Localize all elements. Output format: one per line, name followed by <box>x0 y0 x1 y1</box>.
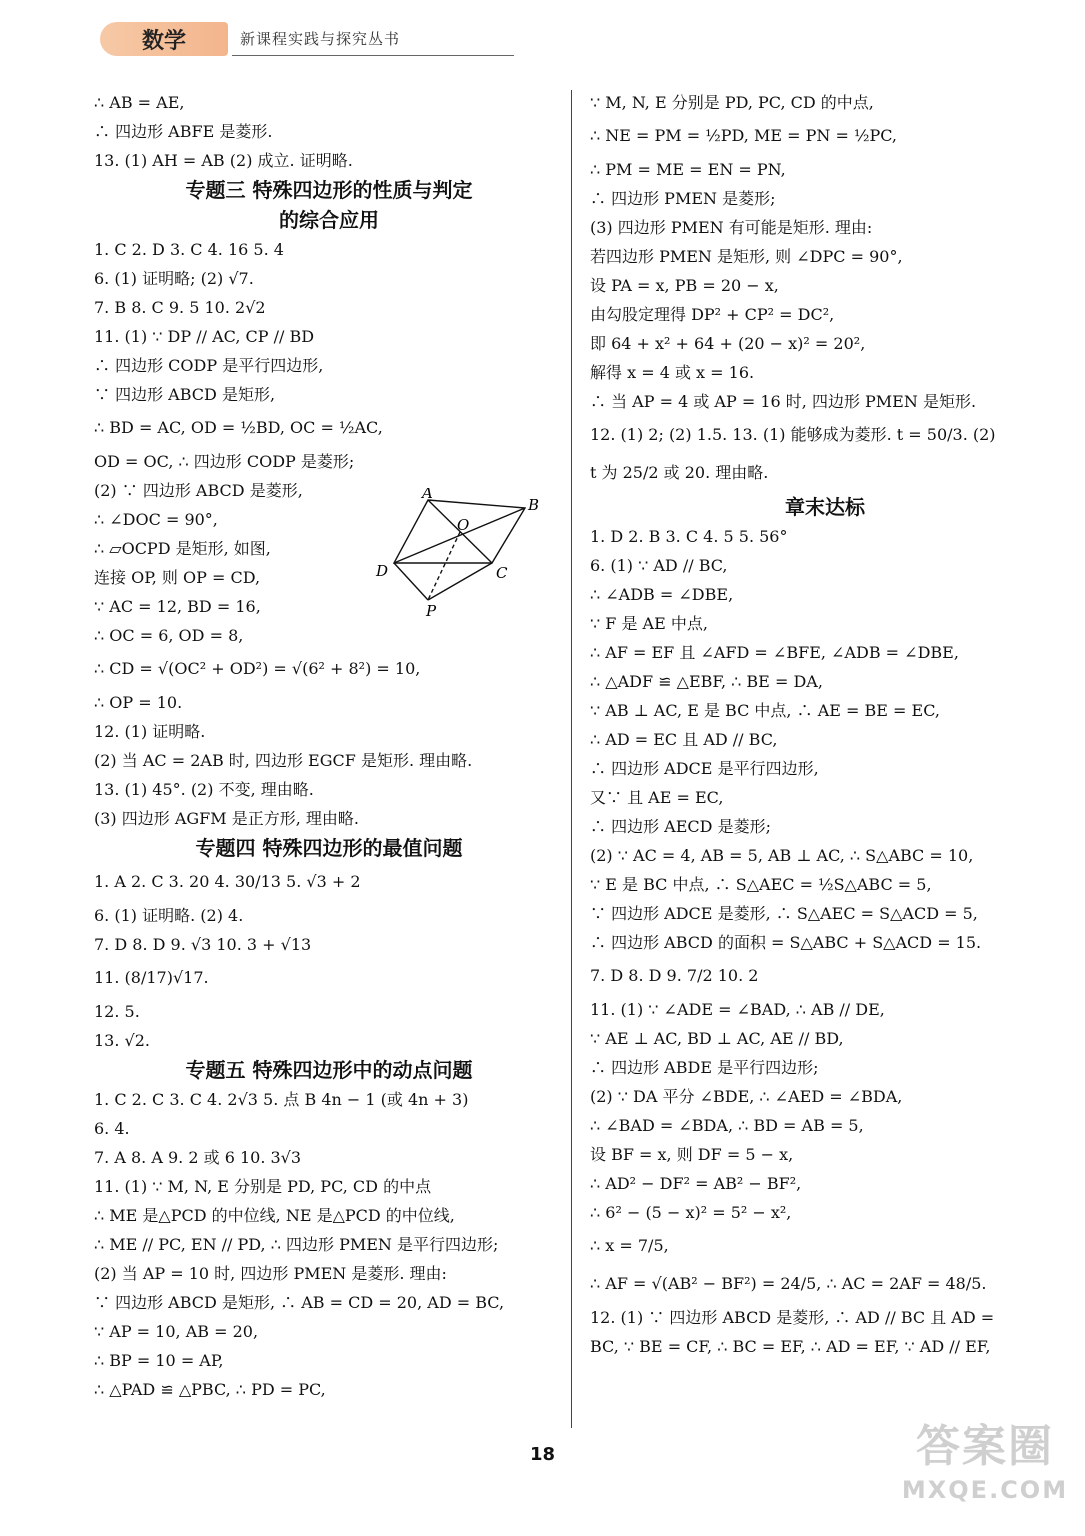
text-line: ∴ BD = AC, OD = ½BD, OC = ½AC, <box>94 418 383 437</box>
subject-tab: 数学 <box>100 22 228 56</box>
text-line: ∴ 四边形 ABFE 是菱形. <box>94 122 273 141</box>
text-line: 1. C 2. C 3. C 4. 2√3 5. 点 B 4n − 1 (或 4n + 3) <box>94 1090 469 1109</box>
text-line: ∴ x = 7/5, <box>590 1236 669 1255</box>
header-rule <box>232 55 514 56</box>
text-line: ∴ 6² − (5 − x)² = 5² − x², <box>590 1203 792 1222</box>
text-line: ∴ ME // PC, EN // PD, ∴ 四边形 PMEN 是平行四边形; <box>94 1235 499 1254</box>
text-line: ∵ 四边形 ADCE 是菱形, ∴ S△AEC = S△ACD = 5, <box>590 904 978 923</box>
figure-segment-dp <box>394 563 428 600</box>
text-line: (2) ∵ 四边形 ABCD 是菱形, <box>94 481 303 500</box>
text-line: ∵ AC = 12, BD = 16, <box>94 597 261 616</box>
text-line: ∵ E 是 BC 中点, ∴ S△AEC = ½S△ABC = 5, <box>590 875 932 894</box>
text-line: 11. (1) ∵ M, N, E 分别是 PD, PC, CD 的中点 <box>94 1177 432 1196</box>
text-line: ∴ OC = 6, OD = 8, <box>94 626 244 645</box>
text-line: ∴ AD = EC 且 AD // BC, <box>590 730 778 749</box>
text-line: ∴ CD = √(OC² + OD²) = √(6² + 8²) = 10, <box>94 659 421 678</box>
text-line: (2) 当 AP = 10 时, 四边形 PMEN 是菱形. 理由: <box>94 1264 447 1283</box>
text-line: 11. (1) ∵ ∠ADE = ∠BAD, ∴ AB // DE, <box>590 1000 885 1019</box>
text-line: ∴ AB = AE, <box>94 93 185 112</box>
text-line: 6. (1) 证明略; (2) √7. <box>94 269 254 288</box>
text-line: 12. (1) 证明略. <box>94 722 206 741</box>
column-divider <box>571 90 572 1428</box>
text-line: 连接 OP, 则 OP = CD, <box>94 568 261 587</box>
page-number: 18 <box>529 1444 556 1465</box>
right-column <box>590 88 1060 1361</box>
text-line: ∴ ∠BAD = ∠BDA, ∴ BD = AB = 5, <box>590 1116 864 1135</box>
text-line: 设 PA = x, PB = 20 − x, <box>590 276 779 295</box>
text-line: OD = OC, ∴ 四边形 CODP 是菱形; <box>94 452 355 471</box>
figure-label-c: C <box>496 564 508 582</box>
text-line: 6. (1) 证明略. (2) 4. <box>94 906 244 925</box>
section-heading: 专题三 特殊四边形的性质与判定 <box>185 178 473 202</box>
section-heading: 的综合应用 <box>279 208 379 232</box>
figure-label-a: A <box>422 488 433 502</box>
text-line: ∴ ▱OCPD 是矩形, 如图, <box>94 539 271 558</box>
text-line: ∵ 四边形 ABCD 是矩形, <box>94 385 276 404</box>
text-line: ∴ 四边形 ABCD 的面积 = S△ABC + S△ACD = 15. <box>590 933 982 952</box>
text-line: 7. D 8. D 9. √3 10. 3 + √13 <box>94 935 312 954</box>
text-line: ∴ 四边形 ADCE 是平行四边形, <box>590 759 819 778</box>
text-line: ∴ 当 AP = 4 或 AP = 16 时, 四边形 PMEN 是矩形. <box>590 392 977 411</box>
text-line: ∵ M, N, E 分别是 PD, PC, CD 的中点, <box>590 93 874 112</box>
watermark-url: MXQE.COM <box>901 1476 1069 1504</box>
text-line: 12. 5. <box>94 1002 140 1021</box>
figure-label-p: P <box>426 602 437 618</box>
text-line: 6. (1) ∵ AD // BC, <box>590 556 728 575</box>
text-line: ∴ △ADF ≌ △EBF, ∴ BE = DA, <box>590 672 823 691</box>
text-line: 7. B 8. C 9. 5 10. 2√2 <box>94 298 266 317</box>
text-line: 解得 x = 4 或 x = 16. <box>590 363 755 382</box>
text-line: ∴ AF = √(AB² − BF²) = 24/5, ∴ AC = 2AF = 48/5. <box>590 1274 987 1293</box>
rhombus-figure <box>370 488 550 618</box>
figure-segment-cp <box>428 563 492 600</box>
section-heading: 章末达标 <box>785 495 865 519</box>
text-line: ∴ 四边形 AECD 是菱形; <box>590 817 771 836</box>
text-line: 11. (8/17)√17. <box>94 968 209 987</box>
text-line: ∴ 四边形 PMEN 是菱形; <box>590 189 776 208</box>
text-line: 7. D 8. D 9. 7/2 10. 2 <box>590 966 759 985</box>
text-line: (2) ∵ DA 平分 ∠BDE, ∴ ∠AED = ∠BDA, <box>590 1087 903 1106</box>
text-line: 6. 4. <box>94 1119 130 1138</box>
text-line: ∴ 四边形 CODP 是平行四边形, <box>94 356 324 375</box>
watermark-logo <box>900 1420 1070 1520</box>
text-line: ∵ 四边形 ABCD 是矩形, ∴ AB = CD = 20, AD = BC, <box>94 1293 505 1312</box>
text-line: ∵ AP = 10, AB = 20, <box>94 1322 259 1341</box>
text-line: 即 64 + x² + 64 + (20 − x)² = 20², <box>590 334 866 353</box>
text-line: 设 BF = x, 则 DF = 5 − x, <box>590 1145 794 1164</box>
text-line: ∴ AF = EF 且 ∠AFD = ∠BFE, ∠ADB = ∠DBE, <box>590 643 959 662</box>
figure-label-b: B <box>528 496 540 514</box>
text-line: ∴ △PAD ≌ △PBC, ∴ PD = PC, <box>94 1380 326 1399</box>
text-line: 13. (1) AH = AB (2) 成立. 证明略. <box>94 151 353 170</box>
text-line: (2) 当 AC = 2AB 时, 四边形 EGCF 是矩形. 理由略. <box>94 751 473 770</box>
text-line: ∴ OP = 10. <box>94 693 183 712</box>
text-line: (3) 四边形 PMEN 有可能是矩形. 理由: <box>590 218 873 237</box>
text-line: 又∵ 且 AE = EC, <box>590 788 724 807</box>
text-line: ∴ ME 是△PCD 的中位线, NE 是△PCD 的中位线, <box>94 1206 455 1225</box>
figure-label-d: D <box>376 562 389 580</box>
text-line: 12. (1) 2; (2) 1.5. 13. (1) 能够成为菱形. t = 50/3. (2) <box>590 425 996 444</box>
text-line: 12. (1) ∵ 四边形 ABCD 是菱形, ∴ AD // BC 且 AD = <box>590 1308 995 1327</box>
text-line: 11. (1) ∵ DP // AC, CP // BD <box>94 327 315 346</box>
text-line: t 为 25/2 或 20. 理由略. <box>590 463 769 482</box>
text-line: 7. A 8. A 9. 2 或 6 10. 3√3 <box>94 1148 302 1167</box>
text-line: ∴ PM = ME = EN = PN, <box>590 160 786 179</box>
text-line: ∴ ∠ADB = ∠DBE, <box>590 585 734 604</box>
text-line: 由勾股定理得 DP² + CP² = DC², <box>590 305 835 324</box>
text-line: 若四边形 PMEN 是矩形, 则 ∠DPC = 90°, <box>590 247 903 266</box>
text-line: 13. (1) 45°. (2) 不变, 理由略. <box>94 780 314 799</box>
figure-label-o: O <box>457 516 470 534</box>
text-line: ∴ NE = PM = ½PD, ME = PN = ½PC, <box>590 126 897 145</box>
text-line: 1. C 2. D 3. C 4. 16 5. 4 <box>94 240 284 259</box>
text-line: 1. D 2. B 3. C 4. 5 5. 56° <box>590 527 788 546</box>
text-line: ∴ 四边形 ABDE 是平行四边形; <box>590 1058 819 1077</box>
text-line: 13. √2. <box>94 1031 150 1050</box>
text-line: 1. A 2. C 3. 20 4. 30/13 5. √3 + 2 <box>94 872 361 891</box>
text-line: ∵ AE ⊥ AC, BD ⊥ AC, AE // BD, <box>590 1029 844 1048</box>
text-line: (2) ∵ AC = 4, AB = 5, AB ⊥ AC, ∴ S△ABC = 10, <box>590 846 974 865</box>
text-line: ∵ AB ⊥ AC, E 是 BC 中点, ∴ AE = BE = EC, <box>590 701 940 720</box>
text-line: ∵ F 是 AE 中点, <box>590 614 708 633</box>
text-line: ∴ ∠DOC = 90°, <box>94 510 218 529</box>
series-title: 新课程实践与探究丛书 <box>240 30 401 48</box>
section-heading: 专题四 特殊四边形的最值问题 <box>195 836 463 860</box>
watermark-text: 答案圈 <box>916 1421 1054 1472</box>
text-line: BC, ∵ BE = CF, ∴ BC = EF, ∴ AD = EF, ∵ AD // EF, <box>590 1337 991 1356</box>
text-line: (3) 四边形 AGFM 是正方形, 理由略. <box>94 809 360 828</box>
left-column <box>94 88 564 1404</box>
section-heading: 专题五 特殊四边形中的动点问题 <box>185 1058 473 1082</box>
text-line: ∴ BP = 10 = AP, <box>94 1351 224 1370</box>
text-line: ∴ AD² − DF² = AB² − BF², <box>590 1174 802 1193</box>
